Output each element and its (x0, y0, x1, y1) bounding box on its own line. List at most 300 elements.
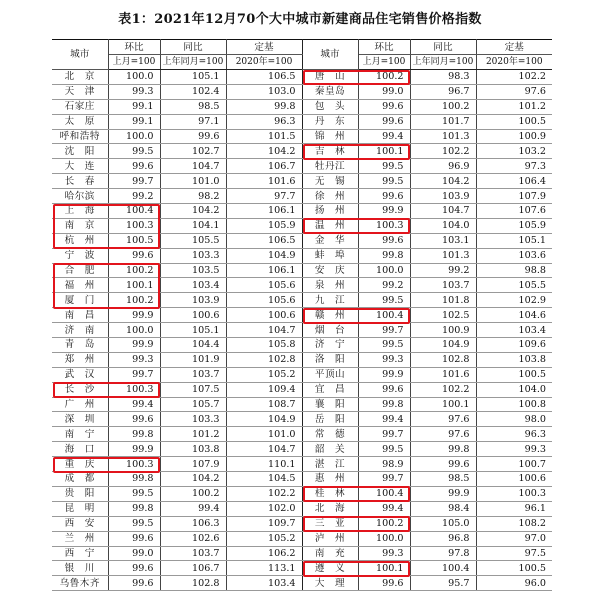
mom-cell-left: 100.3 (108, 457, 160, 472)
mom-cell-left: 99.6 (108, 248, 160, 263)
fixed-cell-right: 107.9 (476, 189, 552, 204)
mom-cell-right: 99.6 (358, 233, 410, 248)
table-row (52, 486, 552, 501)
mom-cell-left: 99.5 (108, 144, 160, 159)
city-cell-left: 兰 州 (52, 531, 108, 546)
table-row (52, 293, 552, 308)
fixed-cell-right: 97.5 (476, 546, 552, 561)
table-row (52, 159, 552, 174)
city-cell-right: 牡丹江 (302, 159, 358, 174)
city-cell-right: 九 江 (302, 293, 358, 308)
fixed-cell-right: 102.9 (476, 293, 552, 308)
fixed-cell-left: 96.3 (226, 114, 302, 129)
city-cell-right: 温 州 (302, 218, 358, 233)
mom-cell-right: 100.4 (358, 308, 410, 323)
fixed-cell-left: 104.7 (226, 442, 302, 457)
fixed-cell-left: 102.0 (226, 501, 302, 516)
mom-cell-left: 100.0 (108, 129, 160, 144)
yoy-cell-left: 98.5 (160, 99, 226, 114)
city-cell-right: 惠 州 (302, 472, 358, 487)
mom-cell-right: 99.8 (358, 248, 410, 263)
fixed-cell-left: 106.1 (226, 263, 302, 278)
fixed-cell-right: 100.3 (476, 486, 552, 501)
col-subheader-fixed-left: 2020年=100 (226, 55, 302, 70)
city-cell-left: 乌鲁木齐 (52, 576, 108, 591)
mom-cell-left: 100.3 (108, 382, 160, 397)
yoy-cell-right: 99.2 (410, 263, 476, 278)
fixed-cell-right: 109.6 (476, 338, 552, 353)
city-cell-left: 济 南 (52, 323, 108, 338)
fixed-cell-left: 102.8 (226, 352, 302, 367)
yoy-cell-right: 102.5 (410, 308, 476, 323)
city-cell-right: 常 德 (302, 427, 358, 442)
table-row (52, 263, 552, 278)
city-cell-right: 秦皇岛 (302, 84, 358, 99)
yoy-cell-left: 103.3 (160, 412, 226, 427)
table-row (52, 129, 552, 144)
yoy-cell-right: 99.8 (410, 442, 476, 457)
city-cell-right: 蚌 埠 (302, 248, 358, 263)
yoy-cell-right: 96.7 (410, 84, 476, 99)
fixed-cell-right: 98.0 (476, 412, 552, 427)
fixed-cell-right: 100.5 (476, 561, 552, 576)
table-row (52, 442, 552, 457)
city-cell-right: 安 庆 (302, 263, 358, 278)
yoy-cell-left: 102.6 (160, 531, 226, 546)
table-row (52, 367, 552, 382)
mom-cell-left: 99.7 (108, 367, 160, 382)
mom-cell-left: 99.9 (108, 442, 160, 457)
fixed-cell-right: 96.1 (476, 501, 552, 516)
yoy-cell-left: 104.7 (160, 159, 226, 174)
yoy-cell-right: 98.4 (410, 501, 476, 516)
mom-cell-left: 99.5 (108, 486, 160, 501)
city-cell-left: 沈 阳 (52, 144, 108, 159)
fixed-cell-right: 103.6 (476, 248, 552, 263)
yoy-cell-right: 103.9 (410, 189, 476, 204)
mom-cell-left: 100.1 (108, 278, 160, 293)
city-cell-left: 海 口 (52, 442, 108, 457)
table-row (52, 352, 552, 367)
yoy-cell-left: 99.4 (160, 501, 226, 516)
city-cell-right: 扬 州 (302, 204, 358, 219)
city-cell-left: 西 宁 (52, 546, 108, 561)
yoy-cell-left: 107.5 (160, 382, 226, 397)
mom-cell-right: 100.0 (358, 263, 410, 278)
fixed-cell-left: 101.0 (226, 427, 302, 442)
city-cell-left: 西 安 (52, 516, 108, 531)
fixed-cell-left: 104.2 (226, 144, 302, 159)
city-cell-left: 武 汉 (52, 367, 108, 382)
city-cell-left: 太 原 (52, 114, 108, 129)
mom-cell-right: 99.9 (358, 367, 410, 382)
yoy-cell-left: 99.6 (160, 129, 226, 144)
city-cell-right: 遵 义 (302, 561, 358, 576)
city-cell-right: 桂 林 (302, 486, 358, 501)
yoy-cell-left: 103.9 (160, 293, 226, 308)
city-cell-left: 南 宁 (52, 427, 108, 442)
fixed-cell-right: 106.4 (476, 174, 552, 189)
city-cell-left: 银 川 (52, 561, 108, 576)
mom-cell-right: 99.7 (358, 323, 410, 338)
mom-cell-left: 99.0 (108, 546, 160, 561)
fixed-cell-right: 105.9 (476, 218, 552, 233)
yoy-cell-left: 101.2 (160, 427, 226, 442)
yoy-cell-left: 106.7 (160, 561, 226, 576)
yoy-cell-left: 101.9 (160, 352, 226, 367)
fixed-cell-left: 105.9 (226, 218, 302, 233)
mom-cell-left: 100.0 (108, 323, 160, 338)
table-row (52, 174, 552, 189)
city-cell-right: 徐 州 (302, 189, 358, 204)
yoy-cell-right: 97.6 (410, 427, 476, 442)
fixed-cell-right: 100.6 (476, 472, 552, 487)
city-cell-left: 厦 门 (52, 293, 108, 308)
city-cell-right: 丹 东 (302, 114, 358, 129)
table-row (52, 144, 552, 159)
fixed-cell-left: 109.4 (226, 382, 302, 397)
yoy-cell-right: 100.1 (410, 397, 476, 412)
table-row (52, 561, 552, 576)
city-cell-right: 平顶山 (302, 367, 358, 382)
table-row (52, 338, 552, 353)
table-row (52, 233, 552, 248)
yoy-cell-left: 100.2 (160, 486, 226, 501)
fixed-cell-left: 106.5 (226, 70, 302, 85)
fixed-cell-left: 106.2 (226, 546, 302, 561)
yoy-cell-right: 97.6 (410, 412, 476, 427)
fixed-cell-left: 105.2 (226, 531, 302, 546)
yoy-cell-left: 102.8 (160, 576, 226, 591)
table-row (52, 501, 552, 516)
mom-cell-right: 99.2 (358, 278, 410, 293)
city-cell-right: 大 理 (302, 576, 358, 591)
fixed-cell-right: 96.3 (476, 427, 552, 442)
table-row (52, 114, 552, 129)
mom-cell-left: 99.9 (108, 308, 160, 323)
yoy-cell-left: 103.3 (160, 248, 226, 263)
city-cell-left: 成 都 (52, 472, 108, 487)
price-index-table (52, 39, 552, 591)
mom-cell-right: 100.3 (358, 218, 410, 233)
fixed-cell-left: 109.7 (226, 516, 302, 531)
fixed-cell-right: 103.4 (476, 323, 552, 338)
mom-cell-left: 99.8 (108, 501, 160, 516)
table-row (52, 308, 552, 323)
table-row (52, 382, 552, 397)
mom-cell-right: 100.2 (358, 70, 410, 85)
mom-cell-right: 98.9 (358, 457, 410, 472)
mom-cell-left: 99.2 (108, 189, 160, 204)
yoy-cell-left: 104.2 (160, 204, 226, 219)
yoy-cell-left: 105.1 (160, 70, 226, 85)
fixed-cell-left: 103.0 (226, 84, 302, 99)
fixed-cell-right: 100.7 (476, 457, 552, 472)
table-row (52, 248, 552, 263)
yoy-cell-left: 104.2 (160, 472, 226, 487)
table-row (52, 397, 552, 412)
fixed-cell-left: 101.6 (226, 174, 302, 189)
yoy-cell-right: 96.9 (410, 159, 476, 174)
city-cell-right: 济 宁 (302, 338, 358, 353)
mom-cell-left: 99.4 (108, 397, 160, 412)
city-cell-right: 韶 关 (302, 442, 358, 457)
table-row (52, 278, 552, 293)
fixed-cell-left: 105.6 (226, 278, 302, 293)
mom-cell-left: 100.2 (108, 263, 160, 278)
col-subheader-mom-right: 上月=100 (358, 55, 410, 70)
mom-cell-left: 99.7 (108, 174, 160, 189)
city-cell-left: 郑 州 (52, 352, 108, 367)
fixed-cell-right: 105.5 (476, 278, 552, 293)
yoy-cell-left: 104.4 (160, 338, 226, 353)
city-cell-left: 大 连 (52, 159, 108, 174)
mom-cell-right: 99.6 (358, 99, 410, 114)
yoy-cell-right: 104.9 (410, 338, 476, 353)
mom-cell-right: 99.6 (358, 382, 410, 397)
fixed-cell-right: 103.8 (476, 352, 552, 367)
fixed-cell-left: 108.7 (226, 397, 302, 412)
mom-cell-left: 100.3 (108, 218, 160, 233)
city-cell-right: 宜 昌 (302, 382, 358, 397)
yoy-cell-right: 98.5 (410, 472, 476, 487)
city-cell-left: 天 津 (52, 84, 108, 99)
mom-cell-right: 99.4 (358, 412, 410, 427)
col-subheader-yoy-right: 上年同月=100 (410, 55, 476, 70)
fixed-cell-left: 106.5 (226, 233, 302, 248)
fixed-cell-right: 97.0 (476, 531, 552, 546)
city-cell-left: 哈尔滨 (52, 189, 108, 204)
col-header-yoy-left: 同比 (160, 40, 226, 55)
city-cell-left: 长 春 (52, 174, 108, 189)
fixed-cell-left: 102.2 (226, 486, 302, 501)
mom-cell-left: 99.8 (108, 427, 160, 442)
table-row (52, 204, 552, 219)
yoy-cell-left: 107.9 (160, 457, 226, 472)
fixed-cell-right: 96.0 (476, 576, 552, 591)
mom-cell-right: 99.5 (358, 174, 410, 189)
mom-cell-right: 99.6 (358, 576, 410, 591)
yoy-cell-left: 105.1 (160, 323, 226, 338)
city-cell-left: 广 州 (52, 397, 108, 412)
mom-cell-left: 99.1 (108, 99, 160, 114)
table-row (52, 99, 552, 114)
fixed-cell-left: 105.2 (226, 367, 302, 382)
yoy-cell-right: 102.2 (410, 382, 476, 397)
yoy-cell-right: 99.9 (410, 486, 476, 501)
mom-cell-left: 100.0 (108, 70, 160, 85)
city-cell-left: 贵 阳 (52, 486, 108, 501)
yoy-cell-right: 105.0 (410, 516, 476, 531)
fixed-cell-right: 97.3 (476, 159, 552, 174)
fixed-cell-left: 106.1 (226, 204, 302, 219)
fixed-cell-left: 100.6 (226, 308, 302, 323)
yoy-cell-right: 104.2 (410, 174, 476, 189)
col-header-mom-left: 环比 (108, 40, 160, 55)
yoy-cell-right: 100.9 (410, 323, 476, 338)
mom-cell-left: 100.4 (108, 204, 160, 219)
fixed-cell-left: 101.5 (226, 129, 302, 144)
yoy-cell-left: 103.7 (160, 546, 226, 561)
mom-cell-right: 99.5 (358, 159, 410, 174)
fixed-cell-left: 113.1 (226, 561, 302, 576)
city-cell-right: 北 海 (302, 501, 358, 516)
fixed-cell-right: 107.6 (476, 204, 552, 219)
fixed-cell-right: 97.6 (476, 84, 552, 99)
city-cell-left: 长 沙 (52, 382, 108, 397)
mom-cell-right: 99.9 (358, 204, 410, 219)
mom-cell-left: 99.6 (108, 159, 160, 174)
yoy-cell-left: 103.8 (160, 442, 226, 457)
yoy-cell-left: 104.1 (160, 218, 226, 233)
col-header-city-right: 城市 (302, 40, 358, 70)
yoy-cell-right: 101.3 (410, 248, 476, 263)
mom-cell-right: 99.8 (358, 397, 410, 412)
col-header-city-left: 城市 (52, 40, 108, 70)
mom-cell-left: 99.5 (108, 516, 160, 531)
yoy-cell-right: 97.8 (410, 546, 476, 561)
fixed-cell-right: 104.0 (476, 382, 552, 397)
yoy-cell-left: 105.7 (160, 397, 226, 412)
city-cell-left: 呼和浩特 (52, 129, 108, 144)
fixed-cell-right: 99.3 (476, 442, 552, 457)
fixed-cell-right: 108.2 (476, 516, 552, 531)
table-row (52, 546, 552, 561)
city-cell-right: 湛 江 (302, 457, 358, 472)
mom-cell-right: 100.4 (358, 486, 410, 501)
yoy-cell-right: 101.7 (410, 114, 476, 129)
yoy-cell-left: 97.1 (160, 114, 226, 129)
city-cell-left: 上 海 (52, 204, 108, 219)
fixed-cell-left: 106.7 (226, 159, 302, 174)
yoy-cell-right: 96.8 (410, 531, 476, 546)
table-row (52, 516, 552, 531)
yoy-cell-left: 101.0 (160, 174, 226, 189)
city-cell-right: 岳 阳 (302, 412, 358, 427)
city-cell-left: 福 州 (52, 278, 108, 293)
mom-cell-right: 99.0 (358, 84, 410, 99)
mom-cell-right: 100.1 (358, 144, 410, 159)
fixed-cell-right: 102.2 (476, 70, 552, 85)
col-header-fixed-left: 定基 (226, 40, 302, 55)
col-subheader-mom-left: 上月=100 (108, 55, 160, 70)
table-row (52, 70, 552, 85)
mom-cell-right: 99.7 (358, 427, 410, 442)
city-cell-right: 唐 山 (302, 70, 358, 85)
yoy-cell-left: 102.4 (160, 84, 226, 99)
city-cell-left: 昆 明 (52, 501, 108, 516)
city-cell-right: 泸 州 (302, 531, 358, 546)
mom-cell-left: 100.2 (108, 293, 160, 308)
city-cell-left: 南 京 (52, 218, 108, 233)
yoy-cell-left: 105.5 (160, 233, 226, 248)
mom-cell-right: 99.3 (358, 546, 410, 561)
mom-cell-right: 99.5 (358, 442, 410, 457)
city-cell-left: 宁 波 (52, 248, 108, 263)
mom-cell-right: 100.2 (358, 516, 410, 531)
col-subheader-fixed-right: 2020年=100 (476, 55, 552, 70)
fixed-cell-left: 104.9 (226, 248, 302, 263)
fixed-cell-right: 100.5 (476, 367, 552, 382)
yoy-cell-left: 103.5 (160, 263, 226, 278)
table-row (52, 412, 552, 427)
city-cell-left: 杭 州 (52, 233, 108, 248)
city-cell-right: 襄 阳 (302, 397, 358, 412)
col-subheader-yoy-left: 上年同月=100 (160, 55, 226, 70)
fixed-cell-right: 105.1 (476, 233, 552, 248)
mom-cell-left: 99.8 (108, 472, 160, 487)
city-cell-right: 锦 州 (302, 129, 358, 144)
mom-cell-right: 99.4 (358, 129, 410, 144)
fixed-cell-left: 99.8 (226, 99, 302, 114)
mom-cell-left: 99.9 (108, 338, 160, 353)
yoy-cell-left: 106.3 (160, 516, 226, 531)
mom-cell-left: 99.6 (108, 531, 160, 546)
city-cell-right: 包 头 (302, 99, 358, 114)
mom-cell-left: 99.6 (108, 561, 160, 576)
city-cell-right: 泉 州 (302, 278, 358, 293)
yoy-cell-right: 101.3 (410, 129, 476, 144)
table-row (52, 531, 552, 546)
fixed-cell-right: 100.5 (476, 114, 552, 129)
city-cell-right: 洛 阳 (302, 352, 358, 367)
city-cell-left: 重 庆 (52, 457, 108, 472)
mom-cell-right: 99.6 (358, 189, 410, 204)
fixed-cell-left: 105.8 (226, 338, 302, 353)
fixed-cell-left: 105.6 (226, 293, 302, 308)
table-title: 表1：2021年12月70个大中城市新建商品住宅销售价格指数 (118, 12, 482, 27)
yoy-cell-left: 103.7 (160, 367, 226, 382)
mom-cell-left: 99.1 (108, 114, 160, 129)
city-cell-right: 赣 州 (302, 308, 358, 323)
city-cell-right: 吉 林 (302, 144, 358, 159)
yoy-cell-right: 103.7 (410, 278, 476, 293)
yoy-cell-right: 95.7 (410, 576, 476, 591)
mom-cell-left: 99.3 (108, 84, 160, 99)
mom-cell-left: 99.6 (108, 576, 160, 591)
fixed-cell-right: 100.9 (476, 129, 552, 144)
city-cell-right: 三 亚 (302, 516, 358, 531)
col-header-mom-right: 环比 (358, 40, 410, 55)
yoy-cell-left: 102.7 (160, 144, 226, 159)
mom-cell-left: 99.3 (108, 352, 160, 367)
yoy-cell-right: 101.8 (410, 293, 476, 308)
yoy-cell-left: 98.2 (160, 189, 226, 204)
city-cell-right: 无 锡 (302, 174, 358, 189)
yoy-cell-right: 102.8 (410, 352, 476, 367)
col-header-fixed-right: 定基 (476, 40, 552, 55)
table-row (52, 472, 552, 487)
mom-cell-right: 100.1 (358, 561, 410, 576)
yoy-cell-right: 100.4 (410, 561, 476, 576)
city-cell-right: 南 充 (302, 546, 358, 561)
mom-cell-right: 99.7 (358, 472, 410, 487)
col-header-yoy-right: 同比 (410, 40, 476, 55)
fixed-cell-left: 110.1 (226, 457, 302, 472)
mom-cell-right: 99.3 (358, 352, 410, 367)
city-cell-left: 深 圳 (52, 412, 108, 427)
yoy-cell-right: 104.7 (410, 204, 476, 219)
mom-cell-left: 100.5 (108, 233, 160, 248)
yoy-cell-left: 103.4 (160, 278, 226, 293)
table-row (52, 457, 552, 472)
fixed-cell-left: 104.7 (226, 323, 302, 338)
mom-cell-right: 99.6 (358, 114, 410, 129)
city-cell-left: 青 岛 (52, 338, 108, 353)
fixed-cell-left: 104.5 (226, 472, 302, 487)
table-row (52, 84, 552, 99)
mom-cell-right: 100.0 (358, 531, 410, 546)
